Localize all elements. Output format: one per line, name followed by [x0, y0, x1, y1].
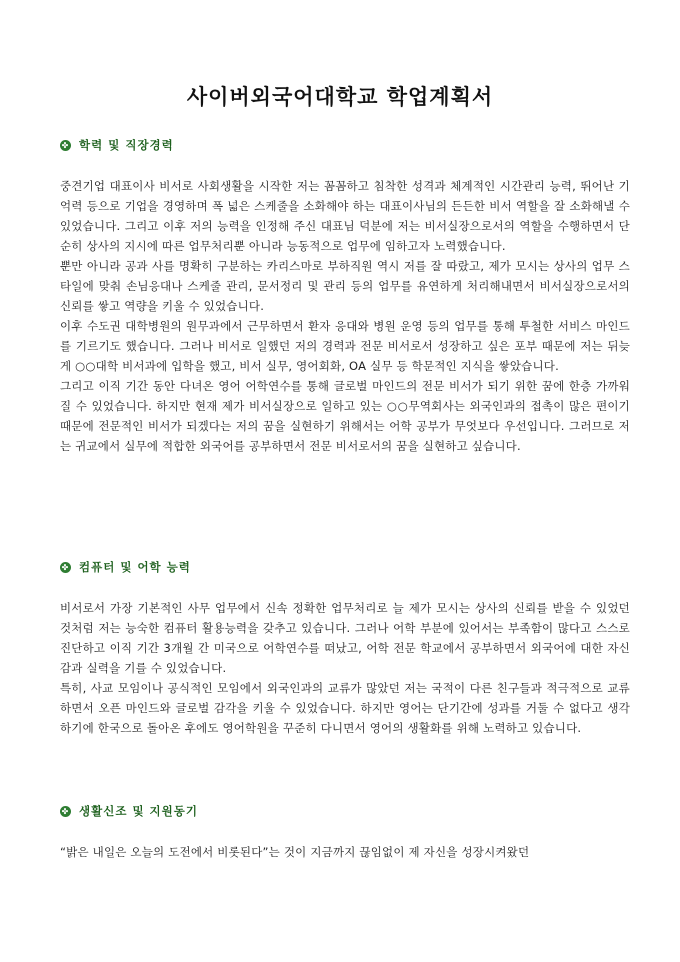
- section-heading: [60, 558, 630, 576]
- section-education-career: [60, 136, 630, 456]
- clover-bullet-icon: ✤: [61, 562, 70, 572]
- section-body: [60, 176, 630, 456]
- section-heading: [60, 802, 630, 820]
- paragraph: 비서로서 가장 기본적인 사무 업무에서 신속 정확한 업무처리로 늘 제가 모시는 상사의 신뢰를 받을 수 있었던 것처럼 저는 능숙한 컴퓨터 활용능력을 갖추고 있습니다. 그러나 어학 부분에 있어서는 부족함이 많다고 스스로 진단하고 이직 기간 3개월 간 미국으로 어학연수를 떠났고, 어학 전문 학교에서 공부하면서 외국어에 대한 자신감과 실력을 기를 수 있었습니다.: [60, 601, 630, 675]
- clover-bullet-icon: ✤: [61, 806, 70, 816]
- paragraph: 뿐만 아니라 공과 사를 명확히 구분하는 카리스마로 부하직원 역시 저를 잘 따랐고, 제가 모시는 상사의 업무 스타일에 맞춰 손님응대나 스케줄 관리, 문서정리 및 관리 등의 업무를 유연하게 처리해내면서 비서실장으로서의 신뢰를 쌓고 역량을 키울 수 있었습니다.: [60, 259, 630, 313]
- clover-bullet-icon: ✤: [61, 140, 70, 150]
- paragraph: 특히, 사교 모임이나 공식적인 모임에서 외국인과의 교류가 많았던 저는 국적이 다른 친구들과 적극적으로 교류하면서 오픈 마인드와 글로벌 감각을 키울 수 있었습니다. 하지만 영어는 단기간에 성과를 거둘 수 없다고 생각하기에 한국으로 돌아온 후에도 영어학원을 꾸준히 다니면서 영어의 생활화를 위해 노력하고 있습니다.: [60, 681, 630, 735]
- paragraph: “밝은 내일은 오늘의 도전에서 비롯된다”는 것이 지금까지 끊임없이 제 자신을 성장시켜왔던: [60, 845, 530, 859]
- document-title: 사이버외국어대학교 학업계획서: [186, 84, 494, 109]
- paragraph: 중견기업 대표이사 비서로 사회생활을 시작한 저는 꼼꼼하고 침착한 성격과 체계적인 시간관리 능력, 뛰어난 기억력 등으로 기업을 경영하며 폭 넓은 스케줄을 소화해야 하는 대표이사님의 든든한 비서 역할을 잘 소화해낼 수 있었습니다. 그리고 이후 저의 능력을 인정해 주신 대표님 덕분에 저는 비서실장으로서의 역할을 수행하면서 단순히 상사의 지시에 따른 업무처리뿐 아니라 능동적으로 업무에 임하고자 노력했습니다.: [60, 179, 630, 253]
- section-computer-language: [60, 558, 630, 738]
- section-heading-text: 컴퓨터 및 어학 능력: [79, 560, 191, 574]
- section-body: [60, 598, 630, 738]
- section-heading-text: 생활신조 및 지원동기: [79, 804, 198, 818]
- paragraph: 그리고 이직 기간 동안 다녀온 영어 어학연수를 통해 글로벌 마인드의 전문 비서가 되기 위한 꿈에 한층 가까워질 수 있었습니다. 하지만 현재 제가 비서실장으로 일하고 있는 ○○무역회사는 외국인과의 접촉이 많은 편이기 때문에 전문적인 비서가 되겠다는 저의 꿈을 실현하기 위해서는 어학 공부가 무엇보다 우선입니다. 그러므로 저는 귀교에서 실무에 적합한 외국어를 공부하면서 전문 비서로서의 꿈을 실현하고 싶습니다.: [60, 379, 630, 453]
- section-body: [60, 842, 630, 862]
- section-motto-motivation: [60, 802, 630, 862]
- section-heading-text: 학력 및 직장경력: [79, 138, 174, 152]
- section-heading: [60, 136, 630, 154]
- paragraph: 이후 수도권 대학병원의 원무과에서 근무하면서 환자 응대와 병원 운영 등의 업무를 통해 투철한 서비스 마인드를 기르기도 했습니다. 그러나 비서로 일했던 저의 경력과 전문 비서로서 성장하고 싶은 포부 때문에 저는 뒤늦게 ○○대학 비서과에 입학을 했고, 비서 실무, 영어회화, OA 실무 등 학문적인 지식을 쌓았습니다.: [60, 319, 630, 373]
